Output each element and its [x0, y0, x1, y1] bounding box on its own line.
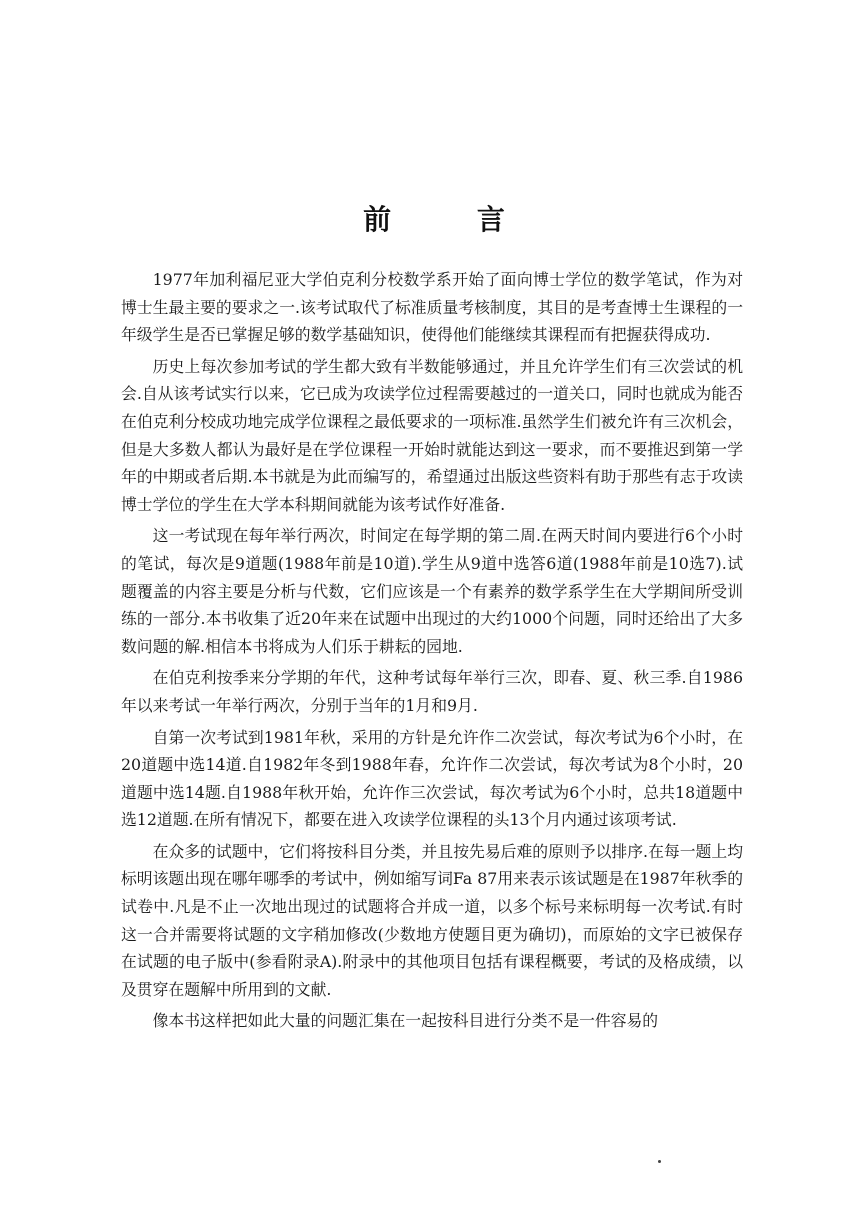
- paragraph-1: 1977年加利福尼亚大学伯克利分校数学系开始了面向博士学位的数学笔试，作为对博士生最主要的要求之一.该考试取代了标准质量考核制度，其目的是考查博士生课程的一年级学生是否已掌握足够的数学基础知识，使得他们能继续其课程而有把握获得成功.: [121, 270, 743, 345]
- page-title: 前 言: [363, 203, 543, 236]
- paragraph-5: 自第一次考试到1981年秋，采用的方针是允许作二次尝试，每次考试为6个小时，在20道题中选14道.自1982年冬到1988年春，允许作二次尝试，每次考试为8个小时，20道题中选14题.自1988年秋开始，允许作三次尝试，每次考试为6个小时，总共18道题中选12道题.在所有情况下，都要在进入攻读学位课程的头13个月内通过该项考试.: [121, 727, 743, 830]
- paragraph-7: 像本书这样把如此大量的问题汇集在一起按科目进行分类不是一件容易的: [152, 1011, 659, 1031]
- paragraph-3: 这一考试现在每年举行两次，时间定在每学期的第二周.在两天时间内要进行6个小时的笔试，每次是9道题(1988年前是10道).学生从9道中选答6道(1988年前是10选7).试题覆盖的内容主要是分析与代数，它们应该是一个有素养的数学系学生在大学期间所受训练的一部分.本书收集了近20年来在试题中出现过的大约1000个问题，同时还给出了大多数问题的解.相信本书将成为人们乐于耕耘的园地.: [121, 526, 743, 656]
- paragraph-2: 历史上每次参加考试的学生都大致有半数能够通过，并且允许学生们有三次尝试的机会.自从该考试实行以来，它已成为攻读学位过程需要越过的一道关口，同时也就成为能否在伯克利分校成功地完成学位课程之最低要求的一项标准.虽然学生们被允许有三次机会，但是大多数人都认为最好是在学位课程一开始时就能达到这一要求，而不要推迟到第一学年的中期或者后期.本书就是为此而编写的，希望通过出版这些资料有助于那些有志于攻读博士学位的学生在大学本科期间就能为该考试作好准备.: [121, 356, 743, 514]
- body-text: [121, 266, 743, 1035]
- paragraph-6: 在众多的试题中，它们将按科目分类，并且按先易后难的原则予以排序.在每一题上均标明该题出现在哪年哪季的考试中，例如缩写词Fa 87用来表示该试题是在1987年秋季的试卷中.凡是不止一次地出现过的试题将合并成一道，以多个标号来标明每一次考试.有时这一合并需要将试题的文字稍加修改(少数地方使题目更为确切)，而原始的文字已被保存在试题的电子版中(参看附录A).附录中的其他项目包括有课程概要，考试的及格成绩，以及贯穿在题解中所用到的文献.: [121, 841, 743, 999]
- paragraph-4: 在伯克利按季来分学期的年代，这种考试每年举行三次，即春、夏、秋三季.自1986年以来考试一年举行两次，分别于当年的1月和9月.: [121, 668, 743, 715]
- scan-speck: [658, 1160, 661, 1163]
